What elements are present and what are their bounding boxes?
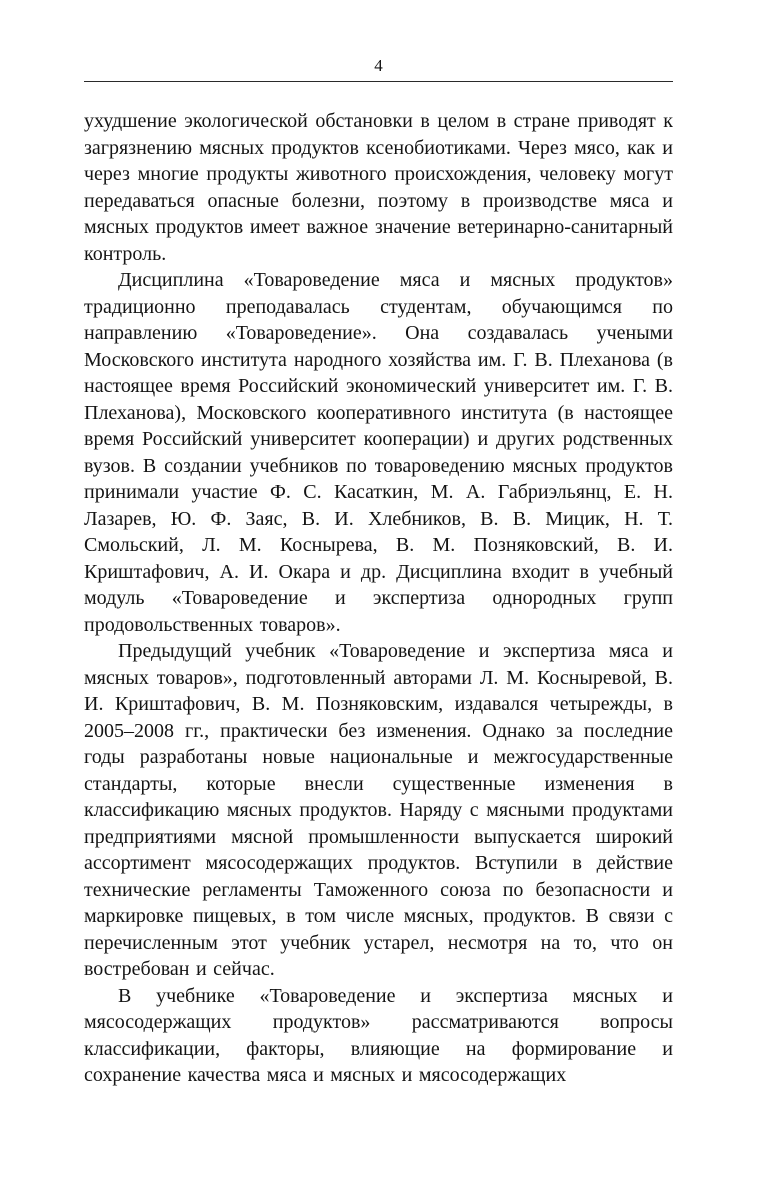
page-header	[84, 56, 673, 82]
paragraph: В учебнике «Товароведение и экспертиза мясных и мясосодержащих продуктов» рассматриваются вопросы классификации, факторы, влияющие на формирование и сохранение качества мяса и мясных и мясосодержащих	[84, 984, 673, 1086]
header-divider	[84, 81, 673, 82]
paragraph: Предыдущий учебник «Товароведение и экспертиза мяса и мясных товаров», подготовленный авторами Л. М. Косныревой, В. И. Криштафович, В. М. Позняковским, издавался четырежды, в 2005–2008 гг., практически без изменения. Однако за последние годы разработаны новые национальные и межгосударственные стандарты, которые внесли существенные изменения в классификацию мясных продуктов. Наряду с мясными продуктами предприятиями мясной промышленности выпускается широкий ассортимент мясосодержащих продуктов. Вступили в действие технические регламенты Таможенного союза по безопасности и маркировке пищевых, в том числе мясных, продуктов. В связи с перечисленным этот учебник устарел, несмотря на то, что он востребован и сейчас.	[84, 640, 673, 980]
paragraph: ухудшение экологической обстановки в целом в стране приводят к загрязнению мясных продуктов ксенобиотиками. Через мясо, как и через многие продукты животного происхождения, человеку могут передаваться опасные болезни, поэтому в производстве мяса и мясных продуктов имеет важное значение ветеринарно-санитарный контроль.	[84, 110, 673, 265]
page-text	[84, 108, 673, 1089]
page-number: 4	[374, 56, 383, 75]
paragraph: Дисциплина «Товароведение мяса и мясных продуктов» традиционно преподавалась студентам, обучающимся по направлению «Товароведение». Она создавалась учеными Московского института народного хозяйства им. Г. В. Плеханова (в настоящее время Российский экономический университет им. Г. В. Плеханова), Московского кооперативного института (в настоящее время Российский университет кооперации) и других родственных вузов. В создании учебников по товароведению мясных продуктов принимали участие Ф. С. Касаткин, М. А. Габриэльянц, Е. Н. Лазарев, Ю. Ф. Заяс, В. И. Хлебников, В. В. Мицик, Н. Т. Смольский, Л. М. Коснырева, В. М. Позняковский, В. И. Криштафович, А. И. Окара и др. Дисциплина входит в учебный модуль «Товароведение и экспертиза однородных групп продовольственных товаров».	[84, 269, 673, 636]
